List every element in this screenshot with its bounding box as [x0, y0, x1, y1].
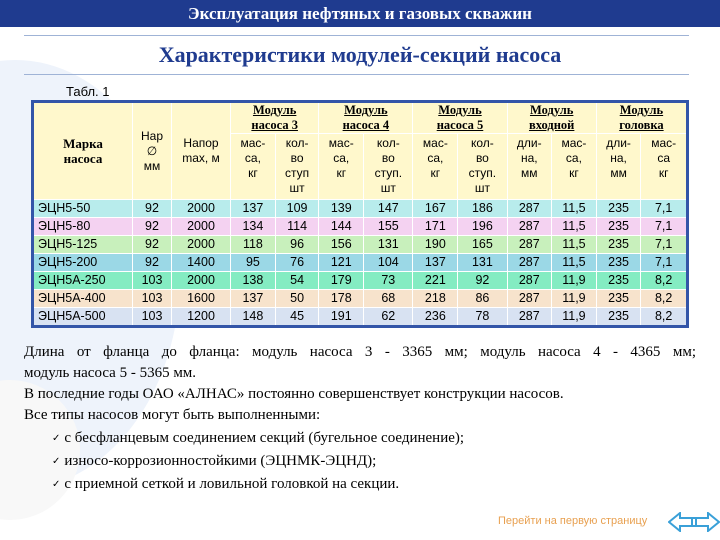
table-cell: 92 — [133, 254, 172, 272]
table-cell: 287 — [507, 236, 551, 254]
subheader-text: на, — [610, 151, 627, 165]
subheader-text: мас- — [561, 136, 587, 150]
table-cell: 45 — [275, 308, 319, 327]
checkmark-icon: ✓ — [52, 479, 61, 490]
col-subheader — [507, 134, 551, 200]
pump-model-cell: ЭЦН5-125 — [33, 236, 133, 254]
table-cell: 148 — [231, 308, 276, 327]
pump-characteristics-table — [31, 100, 689, 328]
table-cell: 235 — [596, 254, 640, 272]
paragraph-types: Все типы насосов могут быть выполненными: — [24, 407, 321, 423]
group-header-module5 — [413, 102, 507, 134]
table-cell: 109 — [275, 200, 319, 218]
subheader-text: мас- — [328, 136, 354, 150]
divider-bottom — [24, 74, 689, 75]
table-cell: 103 — [133, 272, 172, 290]
table-cell: 103 — [133, 308, 172, 327]
table-cell: 235 — [596, 200, 640, 218]
group-header-module4 — [319, 102, 413, 134]
table-cell: 7,1 — [641, 254, 688, 272]
table-cell: 138 — [231, 272, 276, 290]
table-cell: 11,5 — [552, 218, 597, 236]
table-cell: 96 — [275, 236, 319, 254]
subheader-text: во — [475, 151, 489, 165]
subheader-text: дли- — [606, 136, 631, 150]
table-cell: 11,9 — [552, 272, 597, 290]
first-page-link[interactable]: Перейти на первую страницу — [498, 515, 648, 527]
table-cell: 104 — [364, 254, 413, 272]
subheader-text: са, — [244, 151, 261, 165]
group-header-head — [596, 102, 687, 134]
table-cell: 103 — [133, 290, 172, 308]
table-cell: 155 — [364, 218, 413, 236]
table-cell: 179 — [319, 272, 364, 290]
table-cell: 167 — [413, 200, 458, 218]
table-cell: 178 — [319, 290, 364, 308]
table-cell: 2000 — [172, 200, 231, 218]
table-cell: 76 — [275, 254, 319, 272]
table-cell: 235 — [596, 308, 640, 327]
table-cell: 54 — [275, 272, 319, 290]
pump-model-cell: ЭЦН5А-250 — [33, 272, 133, 290]
subheader-text: мас- — [240, 136, 266, 150]
pump-model-cell: ЭЦН5-80 — [33, 218, 133, 236]
table-row — [33, 272, 688, 290]
header-text: входной — [528, 118, 575, 132]
col-subheader — [231, 134, 276, 200]
subheader-text: шт — [474, 181, 490, 195]
list-item-text: износо-коррозионностойкими (ЭЦНМК-ЭЦНД); — [64, 453, 377, 469]
header-text: насоса 5 — [436, 118, 484, 132]
table-row — [33, 236, 688, 254]
table-cell: 8,2 — [641, 290, 688, 308]
subheader-text: са, — [333, 151, 350, 165]
diameter-symbol: ∅ — [146, 143, 158, 158]
subheader-text: шт — [289, 181, 305, 195]
table-cell: 287 — [507, 308, 551, 327]
table-cell: 287 — [507, 290, 551, 308]
subheader-text: кол- — [471, 136, 494, 150]
col-subheader — [596, 134, 640, 200]
table-cell: 2000 — [172, 272, 231, 290]
table-cell: 8,2 — [641, 272, 688, 290]
subheader-text: са, — [565, 151, 582, 165]
checkmark-icon: ✓ — [52, 456, 61, 467]
subheader-text: кг — [569, 166, 579, 180]
header-text: Модуль — [252, 103, 297, 117]
subheader-text: кг — [248, 166, 258, 180]
header-text: насоса 4 — [342, 118, 390, 132]
pump-model-cell: ЭЦН5А-400 — [33, 290, 133, 308]
table-row — [33, 308, 688, 327]
table-cell: 144 — [319, 218, 364, 236]
col-header-mark — [33, 102, 133, 200]
list-item — [52, 473, 696, 496]
table-cell: 2000 — [172, 236, 231, 254]
table-cell: 287 — [507, 218, 551, 236]
table-cell: 236 — [413, 308, 458, 327]
table-cell: 137 — [413, 254, 458, 272]
pump-model-cell: ЭЦН5А-500 — [33, 308, 133, 327]
table-cell: 92 — [458, 272, 507, 290]
header-text: Модуль — [529, 103, 574, 117]
table-cell: 287 — [507, 254, 551, 272]
table-cell: 7,1 — [641, 218, 688, 236]
subheader-text: на, — [520, 151, 538, 165]
group-header-module3 — [231, 102, 319, 134]
table-cell: 218 — [413, 290, 458, 308]
table-cell: 11,9 — [552, 290, 597, 308]
table-cell: 86 — [458, 290, 507, 308]
subheader-text: са — [657, 151, 670, 165]
table-cell: 235 — [596, 236, 640, 254]
table-cell: 287 — [507, 200, 551, 218]
table-cell: 95 — [231, 254, 276, 272]
col-subheader — [458, 134, 507, 200]
header-text: головка — [619, 118, 664, 132]
col-subheader — [641, 134, 688, 200]
divider-top — [24, 35, 689, 36]
subheader-text: дли- — [516, 136, 542, 150]
subheader-text: мм — [610, 166, 627, 180]
table-cell: 92 — [133, 236, 172, 254]
header-text: Модуль — [344, 103, 388, 117]
subheader-text: кг — [430, 166, 441, 180]
table-cell: 50 — [275, 290, 319, 308]
table-cell: 1400 — [172, 254, 231, 272]
table-cell: 137 — [231, 290, 276, 308]
table-cell: 165 — [458, 236, 507, 254]
table-cell: 8,2 — [641, 308, 688, 327]
table-cell: 11,5 — [552, 236, 597, 254]
table-cell: 191 — [319, 308, 364, 327]
table-cell: 118 — [231, 236, 276, 254]
table-cell: 2000 — [172, 218, 231, 236]
table-cell: 11,5 — [552, 200, 597, 218]
subheader-text: кол- — [376, 136, 400, 150]
subheader-text: во — [381, 151, 395, 165]
table-row — [33, 254, 688, 272]
table-cell: 137 — [231, 200, 276, 218]
paragraph-lengths-line1: Длина от фланца до фланца: модуль насоса 3 - 3365 мм; модуль насоса 4 - 4365 мм; — [24, 344, 696, 360]
header-text: Нар — [140, 128, 163, 143]
header-text: мм — [143, 158, 161, 173]
table-cell: 171 — [413, 218, 458, 236]
table-cell: 7,1 — [641, 200, 688, 218]
table-cell: 78 — [458, 308, 507, 327]
subheader-text: мас- — [651, 136, 677, 150]
col-header-head — [172, 102, 231, 200]
checkmark-icon: ✓ — [52, 433, 61, 444]
list-item — [52, 450, 696, 473]
table-cell: 287 — [507, 272, 551, 290]
table-cell: 68 — [364, 290, 413, 308]
subheader-text: мм — [521, 166, 538, 180]
table-cell: 62 — [364, 308, 413, 327]
table-cell: 190 — [413, 236, 458, 254]
table-cell: 134 — [231, 218, 276, 236]
table-cell: 221 — [413, 272, 458, 290]
header-text: насоса — [63, 151, 103, 166]
table-cell: 131 — [458, 254, 507, 272]
subheader-text: кол- — [285, 136, 309, 150]
table-cell: 235 — [596, 218, 640, 236]
col-subheader — [275, 134, 319, 200]
subheader-text: кг — [658, 166, 669, 180]
header-text: Модуль — [438, 103, 482, 117]
subheader-text: шт — [380, 181, 396, 195]
table-caption: Табл. 1 — [66, 84, 110, 99]
table-cell: 147 — [364, 200, 413, 218]
header-text: Напор — [183, 136, 219, 150]
bullet-list — [24, 427, 696, 496]
subheader-text: во — [290, 151, 304, 165]
subheader-text: мас- — [422, 136, 448, 150]
table-cell: 235 — [596, 290, 640, 308]
header-text: Марка — [63, 136, 103, 151]
table-cell: 156 — [319, 236, 364, 254]
table-cell: 92 — [133, 200, 172, 218]
table-cell: 131 — [364, 236, 413, 254]
table-cell: 11,9 — [552, 308, 597, 327]
table-cell: 11,5 — [552, 254, 597, 272]
pump-model-cell: ЭЦН5-200 — [33, 254, 133, 272]
table-cell: 186 — [458, 200, 507, 218]
table-row — [33, 218, 688, 236]
arrow-right-icon[interactable] — [690, 512, 720, 532]
paragraph-lengths-line2: модуль насоса 5 - 5365 мм. — [24, 365, 197, 381]
group-header-inlet — [507, 102, 596, 134]
table-row — [33, 290, 688, 308]
page-title: Характеристики модулей-секций насоса — [158, 42, 562, 67]
subheader-text: ступ — [285, 166, 310, 180]
table-cell: 1600 — [172, 290, 231, 308]
table-cell: 114 — [275, 218, 319, 236]
header-text: Модуль — [619, 103, 664, 117]
table-cell: 196 — [458, 218, 507, 236]
col-subheader — [413, 134, 458, 200]
table-cell: 139 — [319, 200, 364, 218]
list-item — [52, 427, 696, 450]
table-row — [33, 200, 688, 218]
header-text: насоса 3 — [251, 118, 298, 132]
col-header-diameter — [133, 102, 172, 200]
table-cell: 235 — [596, 272, 640, 290]
subheader-text: кг — [336, 166, 347, 180]
subheader-text: ступ. — [374, 166, 403, 180]
list-item-text: с бесфланцевым соединением секций (бугельное соединение); — [64, 430, 465, 446]
subheader-text: са, — [427, 151, 444, 165]
table-cell: 7,1 — [641, 236, 688, 254]
col-subheader — [552, 134, 597, 200]
table-cell: 92 — [133, 218, 172, 236]
col-subheader — [364, 134, 413, 200]
paragraph-alnas: В последние годы ОАО «АЛНАС» постоянно совершенствует конструкции насосов. — [24, 386, 564, 402]
description-text — [24, 342, 696, 496]
table-cell: 121 — [319, 254, 364, 272]
subheader-text: ступ. — [468, 166, 497, 180]
table-cell: 73 — [364, 272, 413, 290]
table-cell: 1200 — [172, 308, 231, 327]
header-title: Эксплуатация нефтяных и газовых скважин — [188, 4, 532, 23]
list-item-text: с приемной сеткой и ловильной головкой на секции. — [64, 476, 400, 492]
col-subheader — [319, 134, 364, 200]
header-text: max, м — [182, 151, 220, 165]
pump-model-cell: ЭЦН5-50 — [33, 200, 133, 218]
header-bar — [0, 0, 720, 27]
